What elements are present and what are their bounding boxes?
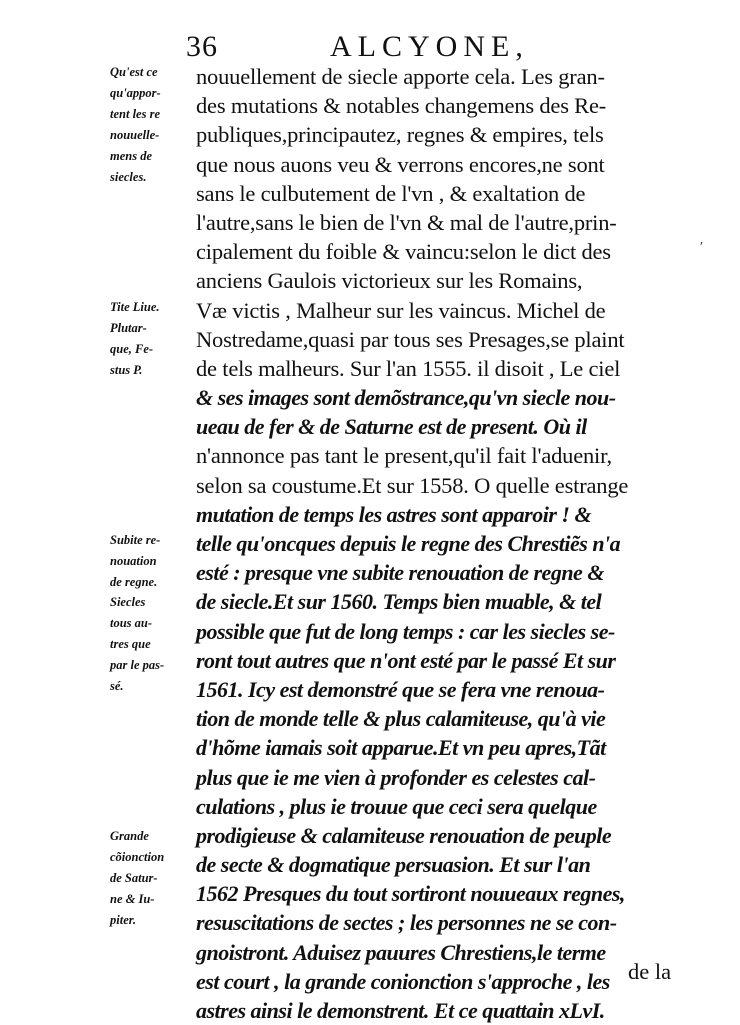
margin-note bbox=[110, 530, 198, 593]
margin-note-line: tous au- bbox=[110, 616, 153, 630]
text-line: de siecle.Et sur 1560. Temps bien muable, & tel bbox=[196, 589, 602, 615]
margin-note-line: cõionction bbox=[110, 850, 165, 864]
text-line: cipalement du foible & vaincu:selon le dict des bbox=[196, 239, 611, 265]
text-line: publiques,principautez, regnes & empires, tels bbox=[196, 122, 604, 148]
running-title: ALCYONE, bbox=[330, 30, 529, 63]
margin-note bbox=[110, 62, 198, 188]
margin-note-line: nouation bbox=[110, 554, 157, 568]
margin-note-line: Subite re- bbox=[110, 533, 161, 547]
catchword: de la bbox=[628, 959, 672, 984]
text-line: que nous auons veu & verrons encores,ne sont bbox=[196, 151, 605, 177]
text-line: & ses images sont demõstrance,qu'vn siecle nou- bbox=[196, 385, 616, 411]
text-line: astres ainsi le demonstrent. Et ce quattain xLvI. bbox=[196, 998, 605, 1023]
text-line: nouuellement de siecle apporte cela. Les gran- bbox=[196, 64, 605, 89]
text-line: est court , la grande conionction s'approche , les bbox=[196, 968, 610, 994]
text-line: 1561. Icy est demonstré que se fera vne renoua- bbox=[196, 676, 605, 702]
ink-mark: ′ bbox=[700, 240, 704, 255]
margin-note-line: Qu'est ce bbox=[110, 65, 158, 79]
margin-note-line: Plutar- bbox=[110, 321, 147, 335]
margin-note-line: ne & Iu- bbox=[110, 892, 155, 906]
margin-note-line: piter. bbox=[110, 913, 137, 927]
margin-note-line: de Satur- bbox=[110, 871, 158, 885]
text-line: 1562 Presques du tout sortiront nouueaux regnes, bbox=[196, 881, 625, 907]
page-number: 36 bbox=[186, 30, 218, 63]
margin-note bbox=[110, 592, 198, 697]
text-line: anciens Gaulois victorieux sur les Romains, bbox=[196, 268, 583, 294]
text-line: de tels malheurs. Sur l'an 1555. il disoit , Le ciel bbox=[196, 355, 621, 381]
text-line: ueau de fer & de Saturne est de present. Où il bbox=[196, 414, 587, 440]
margin-note-line: mens de bbox=[110, 149, 153, 163]
text-line: selon sa coustume.Et sur 1558. O quelle estrange bbox=[196, 472, 629, 498]
margin-note bbox=[110, 297, 198, 381]
text-line: tion de monde telle & plus calamiteuse, qu'à vie bbox=[196, 706, 606, 732]
main-text-block bbox=[196, 62, 678, 1025]
margin-note-line: sé. bbox=[110, 679, 124, 693]
margin-note-line: nouuelle- bbox=[110, 128, 160, 142]
text-line: sans le culbutement de l'vn , & exaltation de bbox=[196, 180, 586, 206]
margin-note-line: Tite Liue. bbox=[110, 300, 160, 314]
margin-note-line: tent les re bbox=[110, 107, 160, 121]
text-line: esté : presque vne subite renouation de regne & bbox=[196, 560, 604, 586]
text-line: Væ victis , Malheur sur les vaincus. Michel de bbox=[196, 297, 606, 323]
margin-note-line: de regne. bbox=[110, 575, 158, 589]
margin-note-line: par le pas- bbox=[110, 658, 165, 672]
text-line: l'autre,sans le bien de l'vn & mal de l'autre,prin- bbox=[196, 209, 617, 235]
text-line: d'hõme iamais soit apparue.Et vn peu apres,Tãt bbox=[196, 735, 606, 761]
margin-note-line: que, Fe- bbox=[110, 342, 154, 356]
margin-note-line: Grande bbox=[110, 829, 149, 843]
margin-note-line: qu'appor- bbox=[110, 86, 161, 100]
text-line: ront tout autres que n'ont esté par le passé Et sur bbox=[196, 647, 616, 673]
text-line: de secte & dogmatique persuasion. Et sur l'an bbox=[196, 852, 591, 878]
text-line: prodigieuse & calamiteuse renouation de peuple bbox=[196, 822, 612, 848]
text-line: culations , plus ie trouue que ceci sera quelque bbox=[196, 793, 597, 819]
text-line: mutation de temps les astres sont apparoir ! & bbox=[196, 501, 592, 527]
margin-note-line: siecles. bbox=[110, 170, 147, 184]
margin-note-line: tres que bbox=[110, 637, 151, 651]
text-line: plus que ie me vien à profonder es celestes cal- bbox=[196, 764, 596, 790]
text-line: gnoistront. Aduisez pauures Chrestiens,le terme bbox=[196, 939, 606, 965]
margin-note bbox=[110, 826, 198, 931]
text-line: Nostredame,quasi par tous ses Presages,se plaint bbox=[196, 326, 625, 352]
text-line: des mutations & notables changemens des Re- bbox=[196, 93, 607, 119]
margin-note-line: stus P. bbox=[110, 363, 143, 377]
text-line: possible que fut de long temps : car les siecles se- bbox=[196, 618, 615, 644]
margin-note-line: Siecles bbox=[110, 595, 146, 609]
text-line: resuscitations de sectes ; les personnes ne se con- bbox=[196, 910, 617, 936]
page-header bbox=[0, 22, 740, 62]
text-line: telle qu'oncques depuis le regne des Chrestiẽs n'a bbox=[196, 531, 621, 556]
text-line: n'annonce pas tant le present,qu'il fait l'aduenir, bbox=[196, 443, 612, 469]
